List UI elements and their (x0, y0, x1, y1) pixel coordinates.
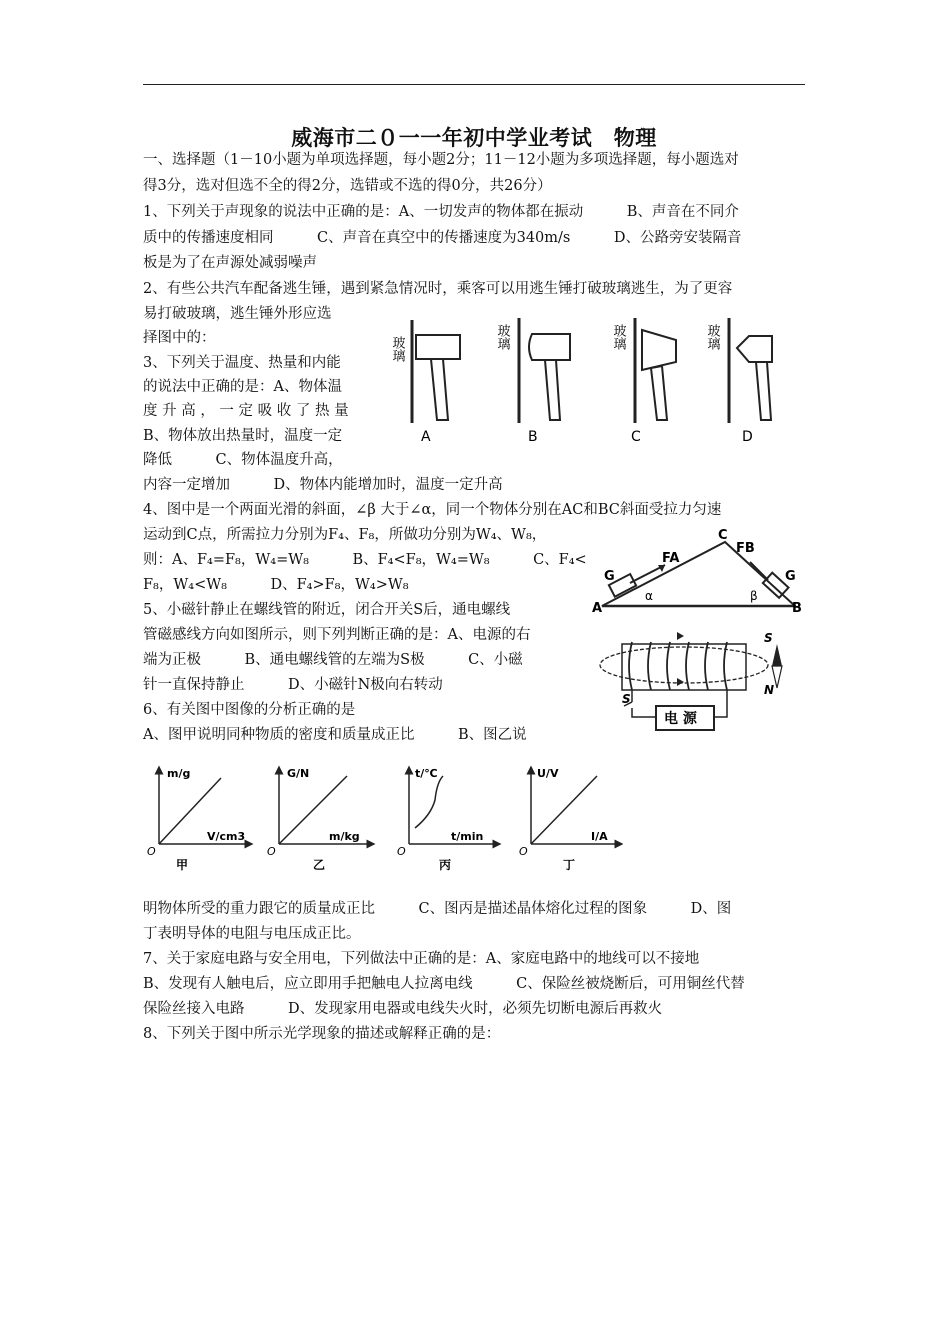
q5-line4: 针一直保持静止 D、小磁针N极向右转动 (143, 677, 443, 693)
graph-origin: O (519, 845, 528, 858)
glass-label: 玻璃 (389, 336, 405, 362)
vertex-c: C (718, 528, 728, 543)
page-title: 威海市二０一一年初中学业考试 物理 (291, 125, 657, 150)
q7-line3: 保险丝接入电路 D、发现家用电器或电线失火时，必须先切断电源后再救火 (143, 1001, 663, 1017)
q6-line3: 明物体所受的重力跟它的质量成正比 C、图丙是描述晶体熔化过程的图象 D、图 (143, 901, 732, 917)
q1-line2: 质中的传播速度相同 C、声音在真空中的传播速度为340m/s D、公路旁安装隔音 (143, 230, 742, 246)
q5-line2: 管磁感线方向如图所示，则下列判断正确的是：A、电源的右 (143, 627, 531, 643)
section-heading: 一、选择题（1－10小题为单项选择题，每小题2分；11－12小题为多项选择题，每小题选对 (143, 152, 739, 168)
q4-line2: 运动到C点，所需拉力分别为F₄、F₈，所做功分别为W₄、W₈， (143, 527, 547, 543)
graphs-figure (143, 760, 623, 872)
q7-line1: 7、关于家庭电路与安全用电，下列做法中正确的是：A、家庭电路中的地线可以不接地 (143, 951, 700, 967)
graph-xlabel: I/A (591, 830, 608, 843)
option-label: D (742, 429, 753, 445)
graph-xlabel: t/min (451, 830, 484, 843)
glass-label: 玻璃 (610, 324, 626, 350)
q4-line1: 4、图中是一个两面光滑的斜面，∠β 大于∠α，同一个物体分别在AC和BC斜面受拉力匀速 (143, 502, 722, 518)
hammer-option-d (705, 318, 773, 445)
q6-line2: A、图甲说明同种物质的密度和质量成正比 B、图乙说 (143, 727, 527, 743)
q6-line4: 丁表明导体的电阻与电压成正比。 (143, 926, 361, 942)
q2-line2: 易打破玻璃，逃生锤外形应选 (143, 306, 332, 322)
vertex-b: B (792, 601, 802, 616)
graph-xlabel: V/cm3 (207, 830, 246, 843)
q3-line2: 的说法中正确的是：A、物体温 (143, 379, 342, 395)
q1-line1: 1、下列关于声现象的说法中正确的是：A、一切发声的物体都在振动 B、声音在不同介 (143, 204, 739, 220)
top-rule (143, 84, 805, 85)
graph-ding (519, 767, 619, 872)
q5-line3: 端为正极 B、通电螺线管的左端为S极 C、小磁 (143, 652, 523, 668)
q3-line5: 降低 C、物体温度升高， (143, 452, 343, 468)
q4-line4: F₈，W₄<W₈ D、F₄>F₈，W₄>W₈ (143, 577, 409, 593)
weight-g-right: G (785, 569, 796, 584)
q8-line1: 8、下列关于图中所示光学现象的描述或解释正确的是： (143, 1026, 501, 1042)
hammer-figure (385, 318, 790, 450)
graph-ylabel: t/℃ (415, 767, 438, 780)
needle-s-label: S (764, 631, 773, 645)
q1-line3: 板是为了在声源处减弱噪声 (143, 255, 317, 271)
option-label: C (631, 429, 641, 445)
vertex-a: A (592, 601, 603, 616)
switch-label: S (622, 692, 631, 706)
needle-n-label: N (764, 683, 775, 697)
glass-label: 玻璃 (704, 324, 720, 350)
option-label: A (421, 429, 431, 445)
angle-beta: β (750, 589, 758, 603)
q3-line1: 3、下列关于温度、热量和内能 (143, 355, 341, 371)
incline-figure (590, 528, 812, 618)
option-label: B (528, 429, 538, 445)
force-fa: FA (662, 551, 680, 566)
q7-line2: B、发现有人触电后，应立即用手把触电人拉离电线 C、保险丝被烧断后，可用铜丝代替 (143, 976, 745, 992)
graph-ylabel: m/g (167, 767, 191, 780)
graph-ylabel: U/V (537, 767, 559, 780)
q4-line3: 则：A、F₄=F₈，W₄=W₈ B、F₄<F₈，W₄=W₈ C、F₄< (143, 552, 587, 568)
solenoid-figure (596, 622, 801, 742)
section-heading-cont: 得3分，选对但选不全的得2分，选错或不选的得0分，共26分） (143, 178, 552, 194)
q6-line1: 6、有关图中图像的分析正确的是 (143, 702, 356, 718)
hammer-option-a (390, 320, 461, 445)
force-fb: FB (736, 541, 755, 556)
weight-g-left: G (604, 569, 615, 584)
graph-origin: O (147, 845, 156, 858)
q2-line1: 2、有些公共汽车配备逃生锤，遇到紧急情况时，乘客可以用逃生锤打破玻璃逃生，为了更容 (143, 281, 733, 297)
graph-jia (147, 767, 249, 872)
glass-label: 玻璃 (494, 324, 510, 350)
graph-yi (267, 767, 371, 872)
angle-alpha: α (645, 589, 653, 603)
graph-name: 丙 (439, 858, 452, 872)
graph-name: 甲 (176, 858, 189, 872)
q3-line6: 内容一定增加 D、物体内能增加时，温度一定升高 (143, 477, 503, 493)
q3-line4: B、物体放出热量时，温度一定 (143, 428, 343, 444)
q5-line1: 5、小磁针静止在螺线管的附近，闭合开关S后，通电螺线 (143, 602, 511, 618)
graph-bing (397, 767, 497, 872)
power-source-label: 电 源 (664, 711, 697, 727)
graph-origin: O (267, 845, 276, 858)
graph-xlabel: m/kg (329, 830, 360, 843)
hammer-option-b (495, 318, 571, 445)
graph-name: 乙 (313, 858, 326, 872)
q2-line3: 择图中的： (143, 330, 216, 346)
graph-name: 丁 (563, 858, 576, 872)
hammer-option-c (611, 318, 677, 445)
graph-ylabel: G/N (287, 767, 310, 780)
q3-line3: 度 升 高 ， 一 定 吸 收 了 热 量 (143, 403, 349, 419)
graph-origin: O (397, 845, 406, 858)
